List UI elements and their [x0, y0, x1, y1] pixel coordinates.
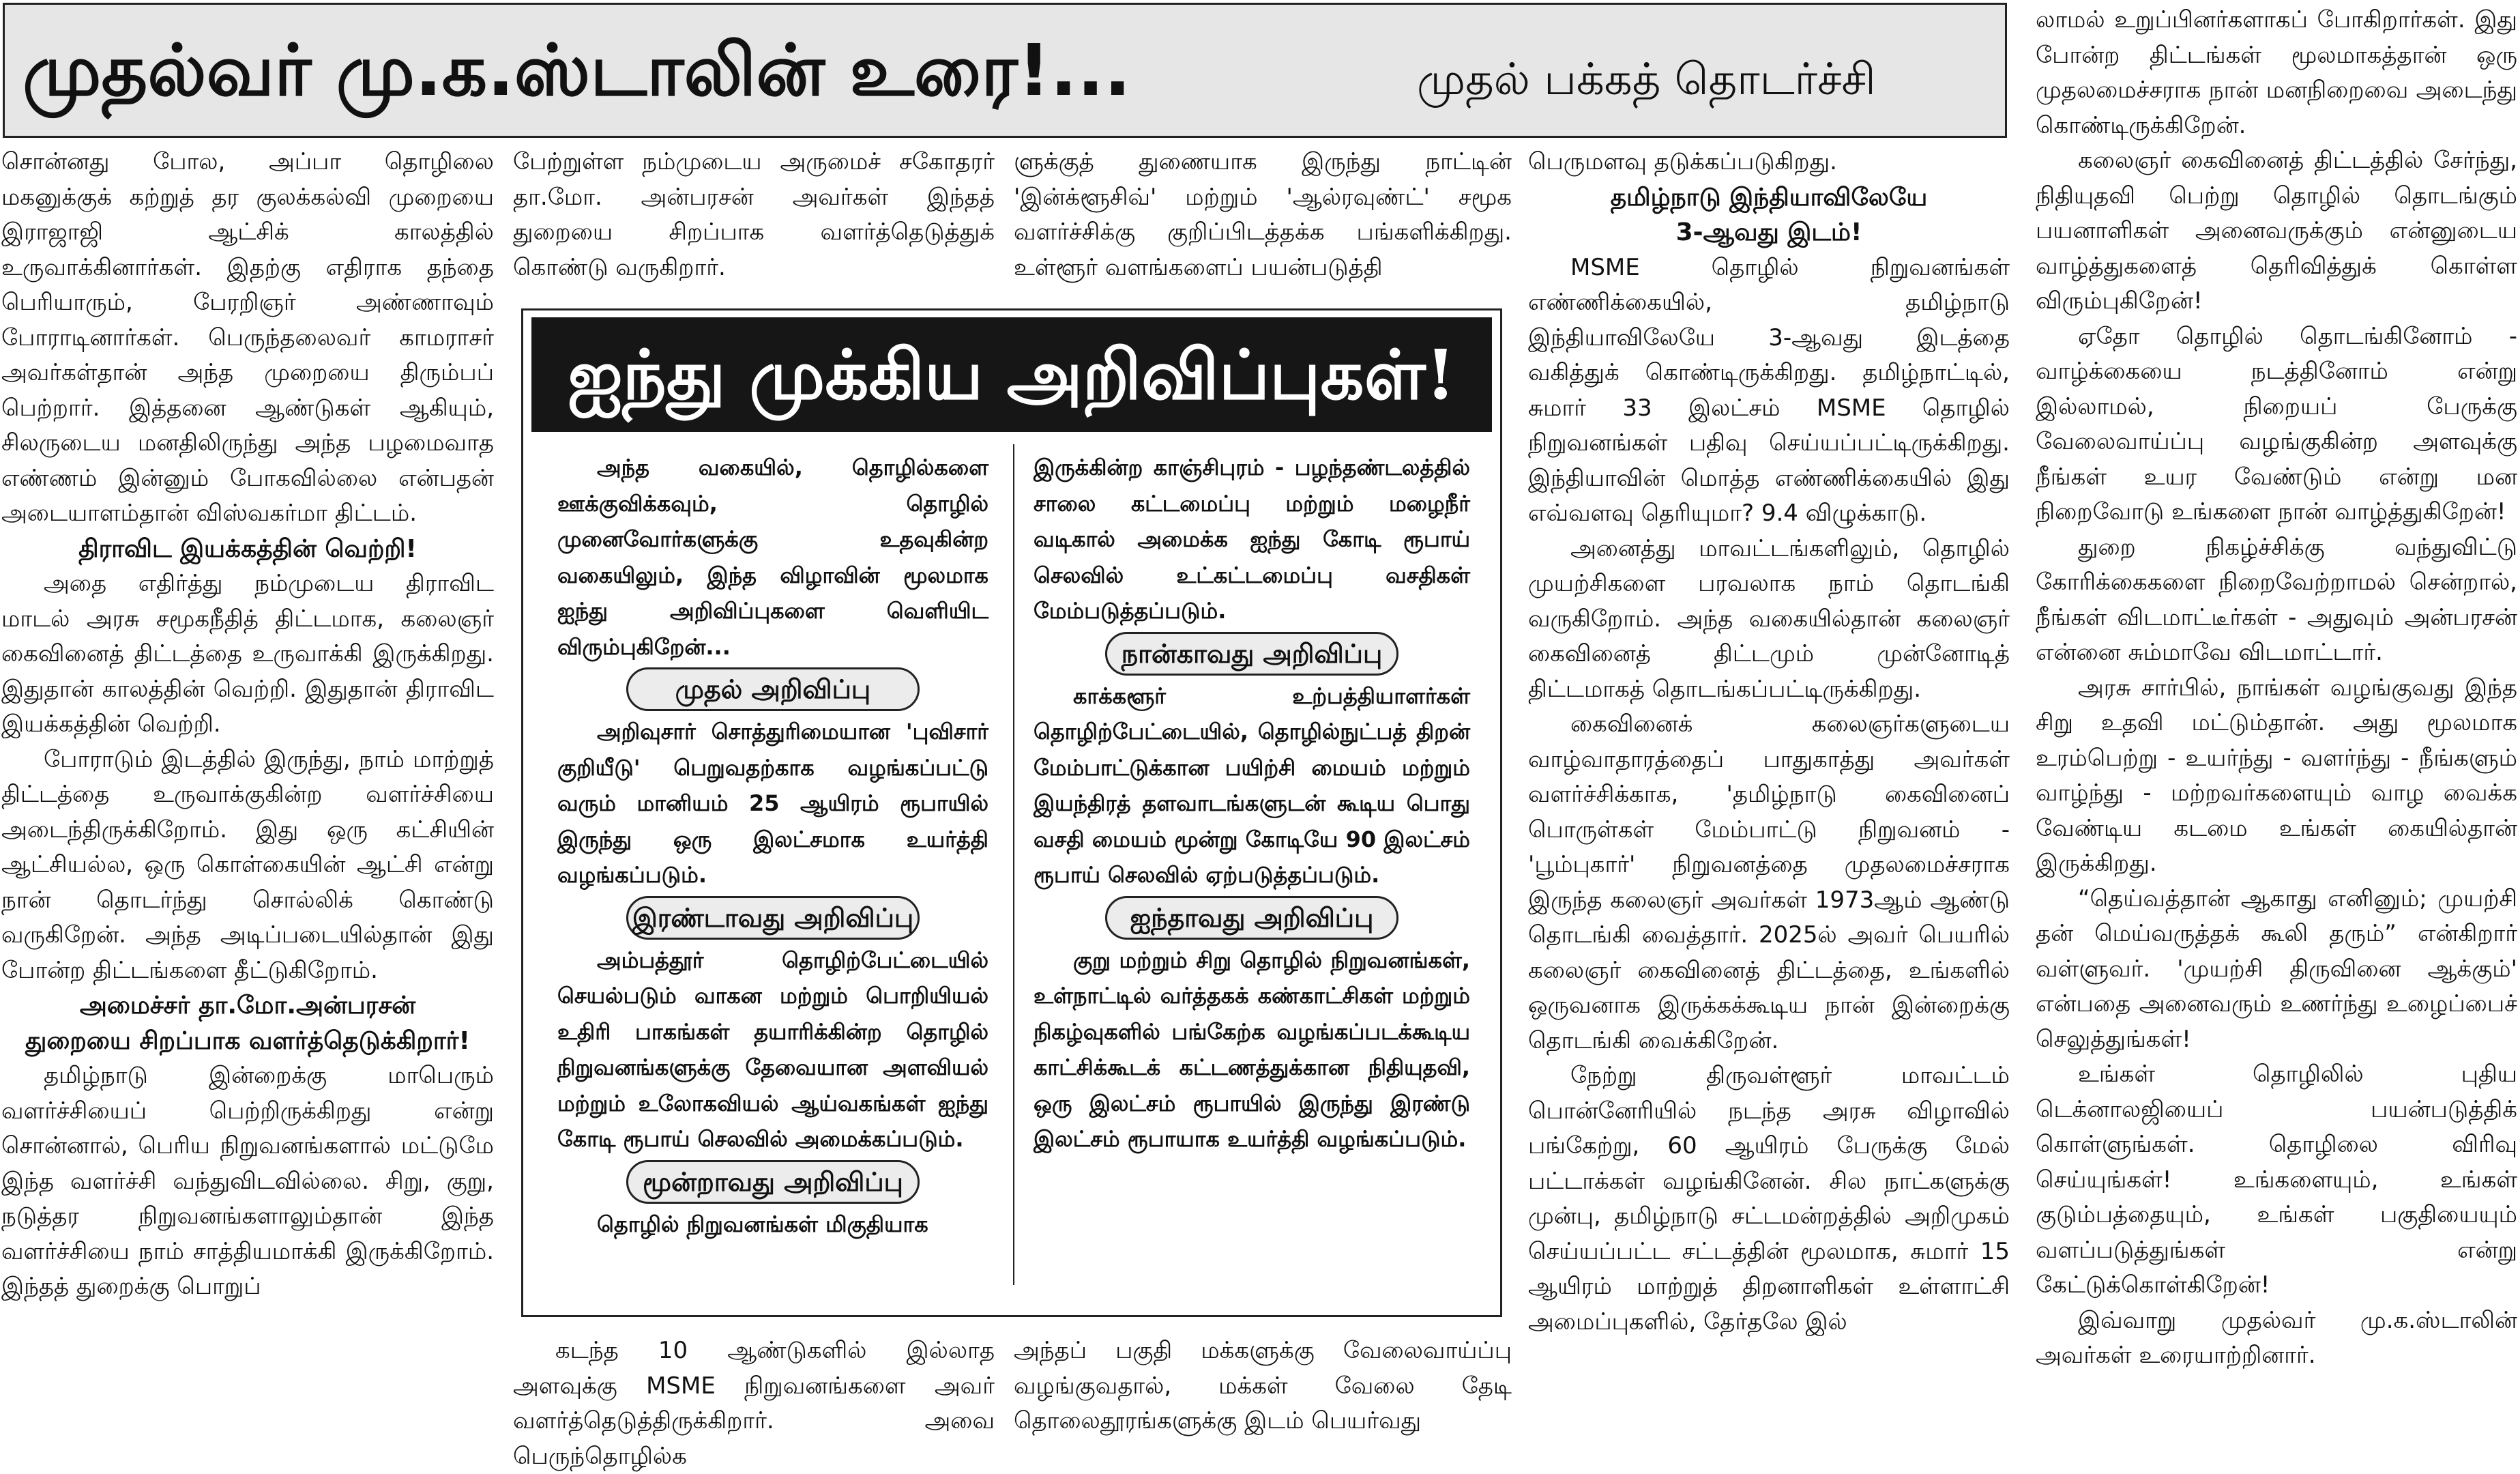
subheading: தமிழ்நாடு இந்தியாவிலேயே: [1610, 183, 1928, 212]
subheading: துறையை சிறப்பாக வளர்த்தெடுக்கிறார்!: [25, 1026, 470, 1055]
paragraph: ளுக்குத் துணையாக இருந்து நாட்டின் 'இன்க்ளூசிவ்' மற்றும் 'ஆல்ரவுண்ட்' சமூக வளர்ச்சிக்கு குறிப்பிடத்தக்க பங்களிக்கிறது. உள்ளூர் வளங்களைப் பயன்படுத்தி: [1014, 148, 1512, 281]
paragraph: பேற்றுள்ள நம்முடைய அருமைச் சகோதரர் தா.மோ. அன்பரசன் அவர்கள் இந்தத் துறையை சிறப்பாக வளர்த்தெடுத்துக் கொண்டு வருகிறார்.: [513, 148, 995, 281]
announcement-3-label: மூன்றாவது அறிவிப்பு: [626, 1160, 920, 1204]
article-column-1: [1, 145, 494, 1305]
article-column-4: [1528, 145, 2010, 1340]
subheading: 3-ஆவது இடம்!: [1675, 218, 1862, 246]
paragraph: தமிழ்நாடு இன்றைக்கு மாபெரும் வளர்ச்சியைப் பெற்றிருக்கிறது என்று சொன்னால், பெரிய நிறுவனங்களால் மட்டுமே இந்த வளர்ச்சி வந்துவிடவில்லை. சிறு, குறு, நடுத்தர நிறுவனங்களாலும்தான் இந்த வளர்ச்சியை நாம் சாத்தியமாக்கி இருக்கிறோம். இந்தத் துறைக்கு பொறுப்: [1, 1062, 494, 1300]
article-column-3-top: [1014, 145, 1512, 285]
paragraph: அந்தப் பகுதி மக்களுக்கு வேலைவாய்ப்பு வழங்குவதால், மக்கள் வேலை தேடி தொலைதூரங்களுக்கு இடம் பெயர்வது: [1014, 1337, 1512, 1434]
paragraph: கடந்த 10 ஆண்டுகளில் இல்லாத அளவுக்கு MSME நிறுவனங்களை அவர் வளர்த்தெடுத்திருக்கிறார். அவை பெருந்தொழில்க: [513, 1337, 995, 1470]
article-column-5: [2036, 3, 2517, 1374]
paragraph: அனைத்து மாவட்டங்களிலும், தொழில் முயற்சிகளை பரவலாக நாம் தொடங்கி வருகிறோம். அந்த வகையில்தான் கலைஞர் கைவினைத் திட்டமும் முன்னோடித் திட்டமாகத் தொடங்கப்பட்டிருக்கிறது.: [1528, 534, 2010, 703]
subheading: அமைச்சர் தா.மோ.அன்பரசன்: [79, 992, 416, 1020]
headline-title: முதல்வர் மு.க.ஸ்டாலின் உரை!...: [23, 29, 1131, 112]
paragraph: இவ்வாறு முதல்வர் மு.க.ஸ்டாலின் அவர்கள் உரையாற்றினார்.: [2036, 1306, 2517, 1369]
paragraph: போராடும் இடத்தில் இருந்து, நாம் மாற்றுத் திட்டத்தை உருவாக்குகின்ற வளர்ச்சியை அடைந்திருக்கிறோம். இது ஒரு கட்சியின் ஆட்சியல்ல, ஒரு கொள்கையின் ஆட்சி என்று நான் தொடர்ந்து சொல்லிக் கொண்டு வருகிறேன். அந்த அடிப்படையில்தான் இது போன்ற திட்டங்களை தீட்டுகிறோம்.: [1, 745, 494, 984]
article-column-2-bottom: [513, 1333, 995, 1474]
announcements-title: ஐந்து முக்கிய அறிவிப்புகள்!: [531, 317, 1492, 432]
announcement-4-text: காக்களூர் உற்பத்தியாளர்கள் தொழிற்பேட்டையில், தொழில்நுட்பத் திறன் மேம்பாட்டுக்கான பயிற்சி மையம் மற்றும் இயந்திரத் தளவாடங்களுடன் கூடிய பொது வசதி மையம் மூன்று கோடியே 90 இலட்சம் ரூபாய் செலவில் ஏற்படுத்தப்படும்.: [1034, 682, 1470, 888]
article-column-3-bottom: [1014, 1333, 1512, 1439]
paragraph: கைவினைக் கலைஞர்களுடைய வாழ்வாதாரத்தைப் பாதுகாத்து அவர்கள் வளர்ச்சிக்காக, 'தமிழ்நாடு கைவினைப் பொருள்கள் மேம்பாட்டு நிறுவனம் - 'பூம்புகார்' நிறுவனத்தை முதலமைச்சராக இருந்த கலைஞர் அவர்கள் 1973ஆம் ஆண்டு தொடங்கி வைத்தார். 2025ல் அவர் பெயரில் கலைஞர் கைவினைத் திட்டத்தை, உங்களில் ஒருவனாக இருக்கக்கூடிய நான் இன்றைக்கு தொடங்கி வைக்கிறேன்.: [1528, 710, 2010, 1054]
paragraph: துறை நிகழ்ச்சிக்கு வந்துவிட்டு கோரிக்கைகளை நிறைவேற்றாமல் சென்றால், நீங்கள் விடமாட்டீர்கள் - அதுவும் அன்பரசன் என்னை சும்மாவே விடமாட்டார்.: [2036, 533, 2517, 666]
announcement-3-text: தொழில் நிறுவனங்கள் மிகுதியாக: [597, 1211, 928, 1237]
headline-banner: [3, 3, 2007, 138]
paragraph: பெருமளவு தடுக்கப்படுகிறது.: [1528, 148, 1837, 175]
announcement-2-label: இரண்டாவது அறிவிப்பு: [626, 896, 920, 940]
paragraph: “தெய்வத்தான் ஆகாது எனினும்; முயற்சி தன் மெய்வருத்தக் கூலி தரும்” என்கிறார் வள்ளுவர். 'முயற்சி திருவினை ஆக்கும்' என்பதை அனைவரும் உணர்ந்து உழைப்பைச் செலுத்துங்கள்!: [2036, 884, 2517, 1053]
paragraph: ஏதோ தொழில் தொடங்கினோம் - வாழ்க்கையை நடத்தினோம் என்று இல்லாமல், நிறையப் பேருக்கு வேலைவாய்ப்பு வழங்குகின்ற அளவுக்கு நீங்கள் உயர வேண்டும் என்று மன நிறைவோடு உங்களை நான் வாழ்த்துகிறேன்!: [2036, 322, 2517, 525]
subheading: திராவிட இயக்கத்தின் வெற்றி!: [78, 534, 417, 563]
announcements-intro: அந்த வகையில், தொழில்களை ஊக்குவிக்கவும், தொழில் முனைவோர்களுக்கு உதவுகின்ற வகையிலும், இந்த விழாவின் மூலமாக ஐந்து அறிவிப்புகளை வெளியிட விரும்புகிறேன்...: [557, 454, 988, 660]
announcements-right-column: [1034, 450, 1470, 1157]
paragraph: சொன்னது போல, அப்பா தொழிலை மகனுக்குக் கற்றுத் தர குலக்கல்வி முறையை இராஜாஜி ஆட்சிக் காலத்தில் உருவாக்கினார்கள். இதற்கு எதிராக தந்தை பெரியாரும், பேரறிஞர் அண்ணாவும் போராடினார்கள். பெருந்தலைவர் காமராசர் அவர்கள்தான் அந்த முறையை திரும்பப் பெற்றார். இத்தனை ஆண்டுகள் ஆகியும், சிலருடைய மனதிலிருந்து அந்த பழமைவாத எண்ணம் இன்னும் போகவில்லை என்பதன் அடையாளம்தான் விஸ்வகர்மா திட்டம்.: [1, 148, 494, 527]
paragraph: உங்கள் தொழிலில் புதிய டெக்னாலஜியைப் பயன்படுத்திக் கொள்ளுங்கள். தொழிலை விரிவு செய்யுங்கள்! உங்களையும், உங்கள் குடும்பத்தையும், உங்கள் பகுதியையும் வளப்படுத்துங்கள் என்று கேட்டுக்கொள்கிறேன்!: [2036, 1060, 2517, 1299]
paragraph: கலைஞர் கைவினைத் திட்டத்தில் சேர்ந்து, நிதியுதவி பெற்று தொழில் தொடங்கும் பயனாளிகள் அனைவருக்கும் என்னுடைய வாழ்த்துகளைத் தெரிவித்துக் கொள்ள விரும்புகிறேன்!: [2036, 147, 2517, 315]
article-column-2-top: [513, 145, 995, 285]
announcement-5-text: குறு மற்றும் சிறு தொழில் நிறுவனங்கள், உள்நாட்டில் வர்த்தகக் கண்காட்சிகள் மற்றும் நிகழ்வுகளில் பங்கேற்க வழங்கப்படக்கூடிய காட்சிக்கூடக் கட்டணத்துக்கான நிதியுதவி, ஒரு இலட்சம் ரூபாயில் இருந்து இரண்டு இலட்சம் ரூபாயாக உயர்த்தி வழங்கப்படும்.: [1034, 946, 1470, 1152]
headline-subtitle: முதல் பக்கத் தொடர்ச்சி: [1417, 55, 1876, 105]
announcement-5-label: ஐந்தாவது அறிவிப்பு: [1105, 896, 1398, 940]
paragraph: MSME தொழில் நிறுவனங்கள் எண்ணிக்கையில், தமிழ்நாடு இந்தியாவிலேயே 3-ஆவது இடத்தை வகித்துக் கொண்டிருக்கிறது. தமிழ்நாட்டில், சுமார் 33 இலட்சம் MSME தொழில் நிறுவனங்கள் பதிவு செய்யப்பட்டிருக்கிறது. இந்தியாவின் மொத்த எண்ணிக்கையில் இது எவ்வளவு தெரியுமா? 9.4 விழுக்காடு.: [1528, 253, 2010, 527]
announcement-2-text: அம்பத்தூர் தொழிற்பேட்டையில் செயல்படும் வாகன மற்றும் பொறியியல் உதிரி பாகங்கள் தயாரிக்கின்ற தொழில் நிறுவனங்களுக்கு தேவையான அளவியல் மற்றும் உலோகவியல் ஆய்வகங்கள் ஐந்து கோடி ரூபாய் செலவில் அமைக்கப்படும்.: [557, 946, 988, 1152]
announcement-1-label: முதல் அறிவிப்பு: [626, 667, 920, 711]
announcement-1-text: அறிவுசார் சொத்துரிமையான 'புவிசார் குறியீடு' பெறுவதற்காக வழங்கப்பட்டு வரும் மானியம் 25 ஆயிரம் ரூபாயில் இருந்து ஒரு இலட்சமாக உயர்த்தி வழங்கப்படும்.: [557, 719, 988, 888]
paragraph: நேற்று திருவள்ளூர் மாவட்டம் பொன்னேரியில் நடந்த அரசு விழாவில் பங்கேற்று, 60 ஆயிரம் பேருக்கு மேல் பட்டாக்கள் வழங்கினேன். சில நாட்களுக்கு முன்பு, தமிழ்நாடு சட்டமன்றத்தில் அறிமுகம் செய்யப்பட்ட சட்டத்தின் மூலமாக, சுமார் 15 ஆயிரம் மாற்றுத் திறனாளிகள் உள்ளாட்சி அமைப்புகளில், தேர்தலே இல்: [1528, 1062, 2010, 1335]
paragraph: அதை எதிர்த்து நம்முடைய திராவிட மாடல் அரசு சமூகநீதித் திட்டமாக, கலைஞர் கைவினைத் திட்டத்தை உருவாக்கி இருக்கிறது. இதுதான் காலத்தின் வெற்றி. இதுதான் திராவிட இயக்கத்தின் வெற்றி.: [1, 570, 494, 738]
announcement-3-continued: இருக்கின்ற காஞ்சிபுரம் - பழந்தண்டலத்தில் சாலை கட்டமைப்பு மற்றும் மழைநீர் வடிகால் அமைக்க ஐந்து கோடி ரூபாய் செலவில் உட்கட்டமைப்பு வசதிகள் மேம்படுத்தப்படும்.: [1034, 454, 1470, 624]
paragraph: லாமல் உறுப்பினர்களாகப் போகிறார்கள். இது போன்ற திட்டங்கள் மூலமாகத்தான் ஒரு முதலமைச்சராக நான் மனநிறைவை அடைந்து கொண்டிருக்கிறேன்.: [2036, 6, 2517, 139]
announcement-4-label: நான்காவது அறிவிப்பு: [1105, 632, 1398, 676]
paragraph: அரசு சார்பில், நாங்கள் வழங்குவது இந்த சிறு உதவி மட்டும்தான். அது மூலமாக உரம்பெற்று - உயர்ந்து - வளர்ந்து - நீங்களும் வாழ்ந்து - மற்றவர்களையும் வாழ வைக்க வேண்டிய கடமை உங்கள் கையில்தான் இருக்கிறது.: [2036, 674, 2517, 877]
announcements-left-column: [557, 450, 988, 1242]
announcements-box: [521, 308, 1502, 1317]
box-divider: [1013, 444, 1014, 1285]
